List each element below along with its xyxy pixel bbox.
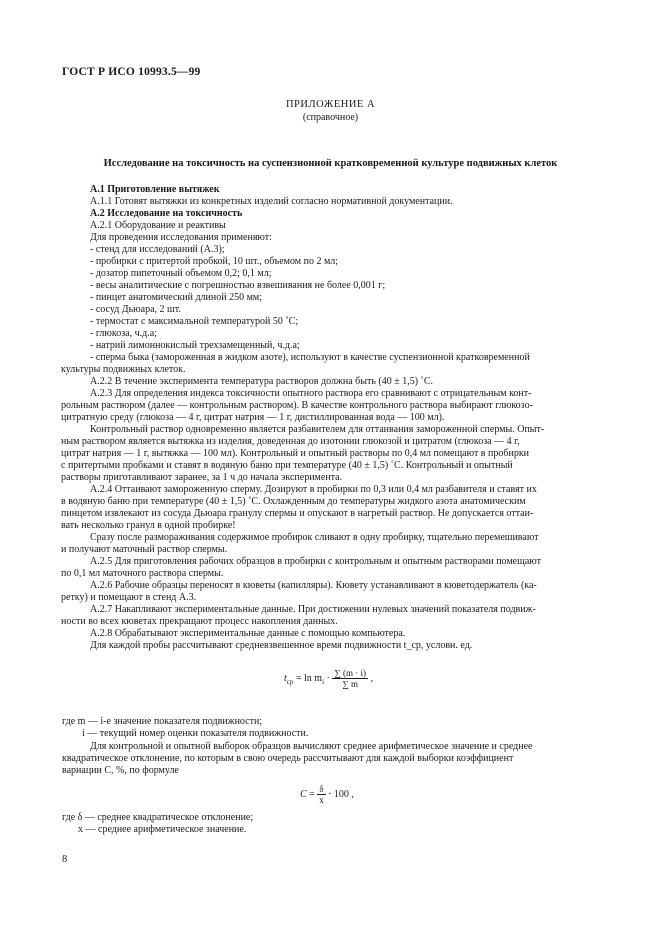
text-line: - стенд для исследований (А.3); bbox=[90, 244, 225, 255]
text-line: - весы аналитические с погрешностью взвешивания не более 0,001 г; bbox=[90, 280, 386, 291]
standard-header: ГОСТ Р ИСО 10993.5—99 bbox=[62, 66, 201, 78]
text-line: A.2.3 Для определения индекса токсичности опытного раствора его сравнивают с отрицательным конт- bbox=[90, 388, 532, 399]
text-line: растворы приготавливают заранее, за 1 ч до начала эксперимента. bbox=[61, 472, 343, 483]
text-line: - сосуд Дьюара, 2 шт. bbox=[90, 304, 181, 315]
text-line: - глюкоза, ч.д.а; bbox=[90, 328, 157, 339]
text-line: ретку) и помещают в стенд А.3. bbox=[61, 592, 197, 603]
text-line: - термостат с максимальной температурой 50 ˚С; bbox=[90, 316, 299, 327]
paragraph-2 bbox=[62, 741, 597, 777]
text-line: цитратную среду (глюкоза — 4 г, цитрат натрия — 1 г, дистиллированная вода — 100 мл). bbox=[61, 412, 445, 423]
text-line: - сперма быка (замороженная в жидком азоте), используют в качестве суспензионной кратковременной bbox=[90, 352, 530, 363]
text-line: с притертыми пробками и ставят в водяную баню при температуре (40 ± 1,5) ˚С. Контрольный и опытный bbox=[61, 460, 513, 471]
section-title: Исследование на токсичность на суспензионной кратковременной культуре подвижных клеток bbox=[103, 158, 558, 169]
text-line: вать несколько гранул в одной пробирке! bbox=[61, 520, 236, 531]
text-line: ности во всех кюветах прекращают процесс накопления данных. bbox=[61, 616, 338, 627]
where-line: где δ — среднее квадратическое отклонение; bbox=[62, 812, 254, 823]
text-line: A.2.1 Оборудование и реактивы bbox=[90, 220, 226, 231]
text-line: Контрольный раствор одновременно является разбавителем для оттаивания замороженной спермы. Опыт- bbox=[90, 424, 545, 435]
section-heading: A.2 Исследование на токсичность bbox=[90, 208, 243, 219]
p2-line: вариации C, %, по формуле bbox=[62, 765, 179, 776]
text-line: и получают маточный раствор спермы. bbox=[61, 544, 228, 555]
formula-c: C = $\frac{\delta}{x}$ · 100 , bbox=[300, 784, 354, 805]
text-line: - пробирки с притертой пробкой, 10 шт., объемом по 2 мл; bbox=[90, 256, 339, 267]
where-block-2 bbox=[62, 812, 597, 836]
text-line: пинцетом извлекают из сосуда Дьюара гранулу спермы и опускают в нагретый раствор. Не допускается оттаи- bbox=[61, 508, 534, 519]
text-line: - дозатор пипеточный объемом 0,2; 0,1 мл; bbox=[90, 268, 272, 279]
appendix-subtitle: (справочное) bbox=[302, 112, 359, 123]
section-heading: A.1 Приготовление вытяжек bbox=[90, 184, 220, 195]
text-line: A.2.5 Для приготовления рабочих образцов в пробирки с контрольным и опытным растворами помещают bbox=[90, 556, 541, 567]
text-line: ным раствором является вытяжка из изделия, доведенная до изотонии глюкозой и цитратом (глюкоза — 4 г, bbox=[61, 436, 520, 447]
text-line: A.2.6 Рабочие образцы переносят в кюветы (капилляры). Кювету устанавливают в кюветодержатель (ка- bbox=[90, 580, 537, 591]
text-line: Сразу после размораживания содержимое пробирок сливают в одну пробирку, тщательно перемешивают bbox=[90, 532, 539, 543]
p2-line: квадратическое отклонение, по которым в свою очередь рассчитывают для каждой выборки коэффициент bbox=[62, 753, 514, 764]
text-line: - пинцет анатомический длиной 250 мм; bbox=[90, 292, 263, 303]
p2-line: Для контрольной и опытной выборок образцов вычисляют среднее арифметическое значение и среднее bbox=[90, 741, 533, 752]
text-line: рольным раствором (далее — контрольным раствором). В качестве контрольного раствора выбирают глюкозо- bbox=[61, 400, 533, 411]
body-text bbox=[61, 184, 597, 652]
appendix-title: ПРИЛОЖЕНИЕ А bbox=[285, 99, 376, 110]
where-line: где m — i-е значение показателя подвижности; bbox=[62, 716, 263, 727]
text-line: A.2.7 Накапливают экспериментальные данные. При достижении нулевых значений показателя подвиж- bbox=[90, 604, 536, 615]
text-line: A.2.2 В течение эксперимента температура растворов должна быть (40 ± 1,5) ˚С. bbox=[90, 376, 434, 387]
text-line: A.2.4 Оттаивают замороженную сперму. Дозируют в пробирки по 0,3 или 0,4 мл разбавителя и ставят их bbox=[90, 484, 537, 495]
text-line: A.1.1 Готовят вытяжки из конкретных изделий согласно нормативной документации. bbox=[90, 196, 453, 207]
formula-t-avg: $t_{ср} = \ln m_i$ · $\frac{\sum (m \cdot i)}{\sum m}$ , bbox=[284, 668, 374, 689]
text-line: A.2.8 Обрабатывают экспериментальные данные с помощью компьютера. bbox=[90, 628, 406, 639]
page-number: 8 bbox=[62, 854, 68, 865]
where-line: x — среднее арифметическое значение. bbox=[78, 824, 247, 835]
text-line: культуры подвижных клеток. bbox=[61, 364, 186, 375]
where-line: i — текущий номер оценки показателя подвижности. bbox=[82, 728, 309, 739]
text-line: - натрий лимоннокислый трехзамещенный, ч.д.а; bbox=[90, 340, 300, 351]
text-line: по 0,1 мл маточного раствора спермы. bbox=[61, 568, 224, 579]
text-line: цитрат натрия — 1 г, вытяжка — 100 мл). Контрольный и опытный растворы по 0,4 мл помещают в пробирки bbox=[61, 448, 530, 459]
where-block-1 bbox=[62, 716, 597, 740]
text-line: в водяную баню при температуре (40 ± 1,5) ˚С. Охлажденным до температуры жидкого азота анатомическим bbox=[61, 496, 526, 507]
text-line: Для каждой пробы рассчитывают средневзвешенное время подвижности t_ср, условн. ед. bbox=[90, 640, 473, 651]
text-line: Для проведения исследования применяют: bbox=[90, 232, 272, 243]
